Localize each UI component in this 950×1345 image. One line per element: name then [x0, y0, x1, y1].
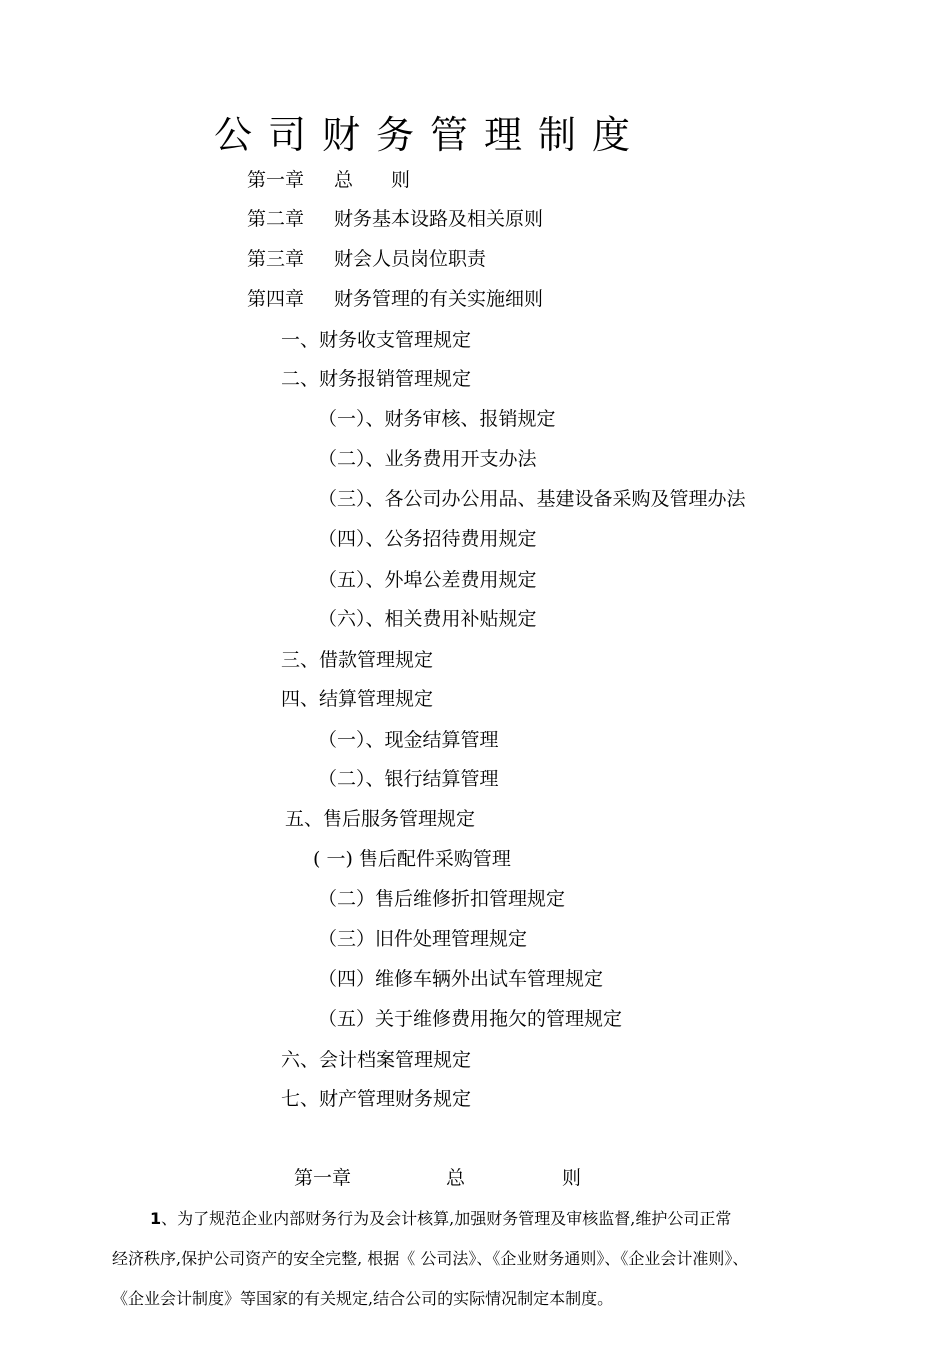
toc-subsection: （二）售后维修折扣管理规定: [318, 888, 566, 910]
toc-subsection: （一）、财务审核、报销规定: [318, 408, 556, 430]
chapter-heading-number: 第一章: [294, 1167, 352, 1189]
toc-chapter-3: [247, 246, 486, 272]
toc-chapter-number: 第一章: [247, 169, 305, 191]
toc-subsection: ( 一) 售后配件采购管理: [313, 848, 511, 870]
toc-section: 四、结算管理规定: [281, 688, 434, 710]
toc-section: 七、财产管理财务规定: [281, 1088, 472, 1110]
paragraph-line: 经济秩序,保护公司资产的安全完整, 根据《 公司法》、《企业财务通则》、《企业会计准则》、: [112, 1249, 749, 1268]
toc-chapter-1: [247, 167, 410, 193]
toc-chapter-number: 第二章: [247, 208, 305, 230]
paragraph-text: 、为了规范企业内部财务行为及会计核算,加强财务管理及审核监督,维护公司正常: [161, 1209, 732, 1228]
toc-subsection: （六）、相关费用补贴规定: [318, 608, 537, 630]
toc-subsection: （三）、各公司办公用品、基建设备采购及管理办法: [318, 488, 746, 510]
chapter-heading-title-part: 总: [446, 1167, 466, 1189]
paragraph-line: [150, 1208, 731, 1230]
toc-subsection: （三）旧件处理管理规定: [318, 928, 528, 950]
toc-chapter-title: 总 则: [334, 169, 411, 191]
toc-subsection: （二）、银行结算管理: [318, 768, 499, 790]
toc-section: 六、会计档案管理规定: [281, 1049, 472, 1071]
toc-section: 五、售后服务管理规定: [285, 808, 476, 830]
toc-chapter-title: 财务管理的有关实施细则: [334, 288, 544, 310]
toc-subsection: （五）、外埠公差费用规定: [318, 569, 537, 591]
toc-section: 三、借款管理规定: [281, 649, 434, 671]
toc-chapter-number: 第三章: [247, 248, 305, 270]
toc-subsection: （二）、业务费用开支办法: [318, 448, 537, 470]
toc-subsection: （四）维修车辆外出试车管理规定: [318, 968, 604, 990]
toc-chapter-4: [247, 286, 543, 312]
toc-chapter-number: 第四章: [247, 288, 305, 310]
chapter-heading-title-part: 则: [562, 1167, 582, 1189]
paragraph-number: 1: [150, 1209, 162, 1228]
paragraph-line: 《企业会计制度》等国家的有关规定,结合公司的实际情况制定本制度。: [112, 1289, 614, 1308]
document-title: 公司财务管理制度: [214, 113, 647, 157]
toc-subsection: （一）、现金结算管理: [318, 729, 499, 751]
toc-subsection: （四）、公务招待费用规定: [318, 528, 537, 550]
toc-section: 二、财务报销管理规定: [281, 368, 472, 390]
toc-section: 一、财务收支管理规定: [281, 329, 472, 351]
toc-chapter-title: 财会人员岗位职责: [334, 248, 487, 270]
toc-chapter-title: 财务基本设路及相关原则: [334, 208, 544, 230]
toc-subsection: （五）关于维修费用拖欠的管理规定: [318, 1008, 623, 1030]
toc-chapter-2: [247, 206, 543, 232]
